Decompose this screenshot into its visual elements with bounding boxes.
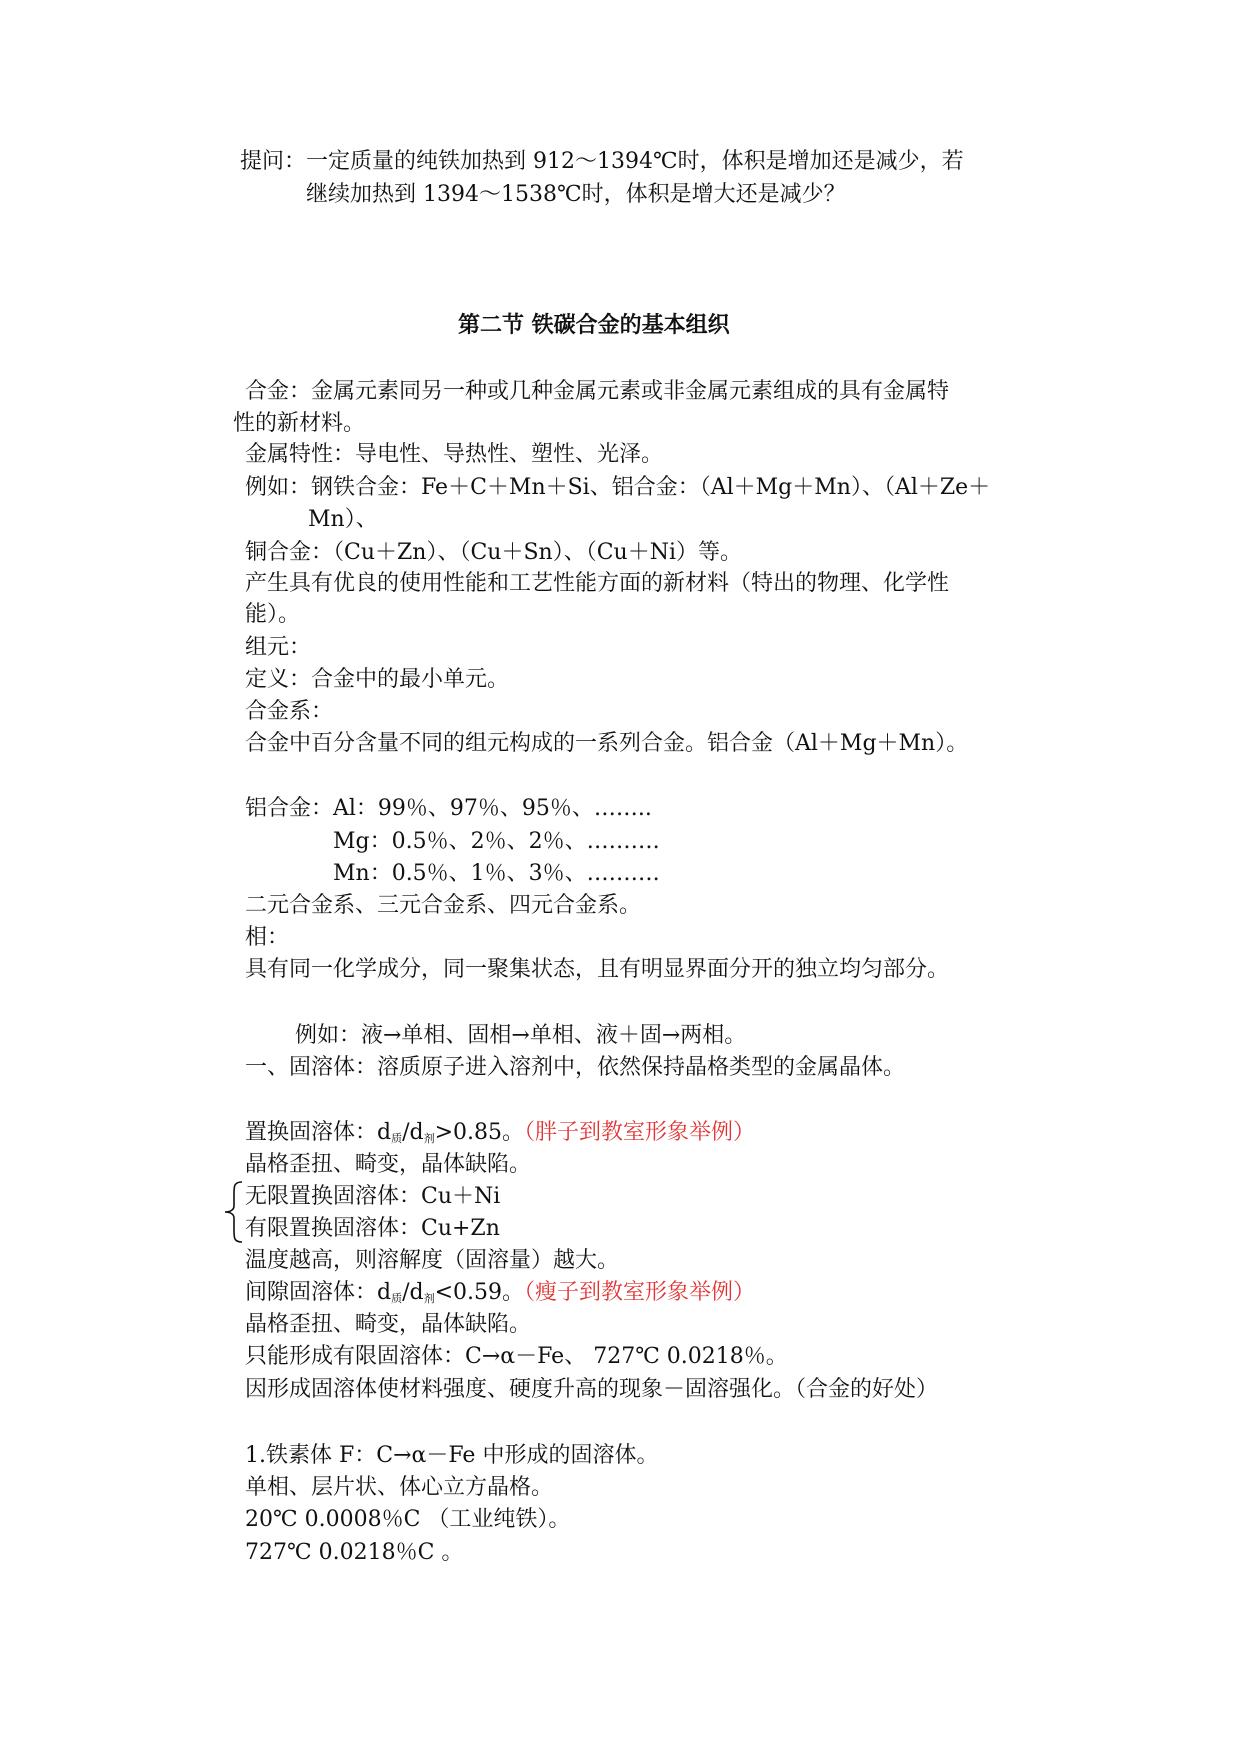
solvent-subscript-2: 剂 xyxy=(423,1292,435,1305)
phase-example: 例如：液→单相、固相→单相、液＋固→两相。 xyxy=(295,1023,747,1048)
interstitial-slash: /d xyxy=(402,1280,424,1305)
limited-only: 只能形成有限固溶体：C→α－Fe、 727℃ 0.0218％。 xyxy=(245,1344,788,1369)
ferrite-heading: 1.铁素体 F：C→α－Fe 中形成的固溶体。 xyxy=(245,1443,659,1468)
solute-subscript-2: 质 xyxy=(391,1292,403,1305)
solute-subscript: 质 xyxy=(391,1132,403,1145)
alloy-definition-line-2: 性的新材料。 xyxy=(233,411,366,436)
alloy-definition-line-1: 合金：金属元素同另一种或几种金属元素或非金属元素组成的具有金属特 xyxy=(245,379,950,404)
substitutional-note: （胖子到教室形象举例） xyxy=(524,1120,756,1145)
solid-solution-heading: 一、固溶体：溶质原子进入溶剂中，依然保持晶格类型的金属晶体。 xyxy=(245,1055,906,1080)
alloy-system-definition: 合金中百分含量不同的组元构成的一系列合金。铝合金（Al＋Mg＋Mn）。 xyxy=(245,731,969,756)
alloy-system-types: 二元合金系、三元合金系、四元合金系。 xyxy=(245,893,642,918)
alloy-purpose-line-2: 能）。 xyxy=(245,602,301,627)
ferrite-room-temp: 20℃ 0.0008％C （工业纯铁）。 xyxy=(245,1507,571,1532)
lattice-distortion-1: 晶格歪扭、畸变，晶体缺陷。 xyxy=(245,1152,532,1177)
substitutional-solid-solution xyxy=(245,1118,755,1154)
limited-substitutional: 有限置换固溶体：Cu+Zn xyxy=(245,1216,500,1241)
component-heading: 组元： xyxy=(245,635,312,660)
component-definition: 定义：合金中的最小单元。 xyxy=(245,667,510,692)
alloy-purpose-line-1: 产生具有优良的使用性能和工艺性能方面的新材料（特出的物理、化学性 xyxy=(245,571,950,596)
unlimited-substitutional: 无限置换固溶体：Cu＋Ni xyxy=(245,1184,501,1209)
phase-heading: 相： xyxy=(245,925,290,950)
copper-alloy: 铜合金：（Cu＋Zn）、（Cu＋Sn）、（Cu＋Ni）等。 xyxy=(245,540,742,565)
alloy-example-line-1: 例如：钢铁合金：Fe＋C＋Mn＋Si、铝合金：（Al＋Mg＋Mn）、（Al＋Ze＋ xyxy=(245,475,991,500)
substitutional-slash: /d xyxy=(402,1120,424,1145)
solid-solution-strengthening: 因形成固溶体使材料强度、硬度升高的现象－固溶强化。（合金的好处） xyxy=(245,1377,939,1402)
alloy-example-line-2: Mn）、 xyxy=(308,507,378,532)
lattice-distortion-2: 晶格歪扭、畸变，晶体缺陷。 xyxy=(245,1312,532,1337)
question-label: 提问： xyxy=(240,149,307,174)
ferrite-structure: 单相、层片状、体心立方晶格。 xyxy=(245,1475,554,1500)
question-line-1: 一定质量的纯铁加热到 912～1394℃时，体积是增加还是减少，若 xyxy=(306,149,964,174)
substitutional-ratio: >0.85。 xyxy=(434,1120,525,1145)
temperature-solubility: 温度越高，则溶解度（固溶量）越大。 xyxy=(245,1248,620,1273)
substitutional-prefix: 置换固溶体：d xyxy=(245,1120,392,1145)
question-line-2: 继续加热到 1394～1538℃时，体积是增大还是减少？ xyxy=(306,182,846,207)
section-title: 第二节 铁碳合金的基本组织 xyxy=(458,312,730,338)
ferrite-eutectoid: 727℃ 0.0218％C 。 xyxy=(245,1540,464,1565)
solvent-subscript: 剂 xyxy=(423,1132,435,1145)
phase-definition: 具有同一化学成分，同一聚集状态，且有明显界面分开的独立均匀部分。 xyxy=(245,957,950,982)
manganese-composition: Mn：0.5％、1％、3％、………. xyxy=(333,861,660,886)
metal-properties: 金属特性：导电性、导热性、塑性、光泽。 xyxy=(245,442,664,467)
interstitial-prefix: 间隙固溶体：d xyxy=(245,1280,392,1305)
aluminum-composition: 铝合金：Al：99％、97％、95％、…….. xyxy=(245,796,652,821)
curly-brace-icon xyxy=(222,1180,244,1244)
magnesium-composition: Mg：0.5％、2％、2％、………. xyxy=(333,829,660,854)
interstitial-ratio: <0.59。 xyxy=(434,1280,525,1305)
interstitial-solid-solution xyxy=(245,1278,755,1314)
alloy-system-heading: 合金系： xyxy=(245,699,334,724)
interstitial-note: （瘦子到教室形象举例） xyxy=(524,1280,756,1305)
